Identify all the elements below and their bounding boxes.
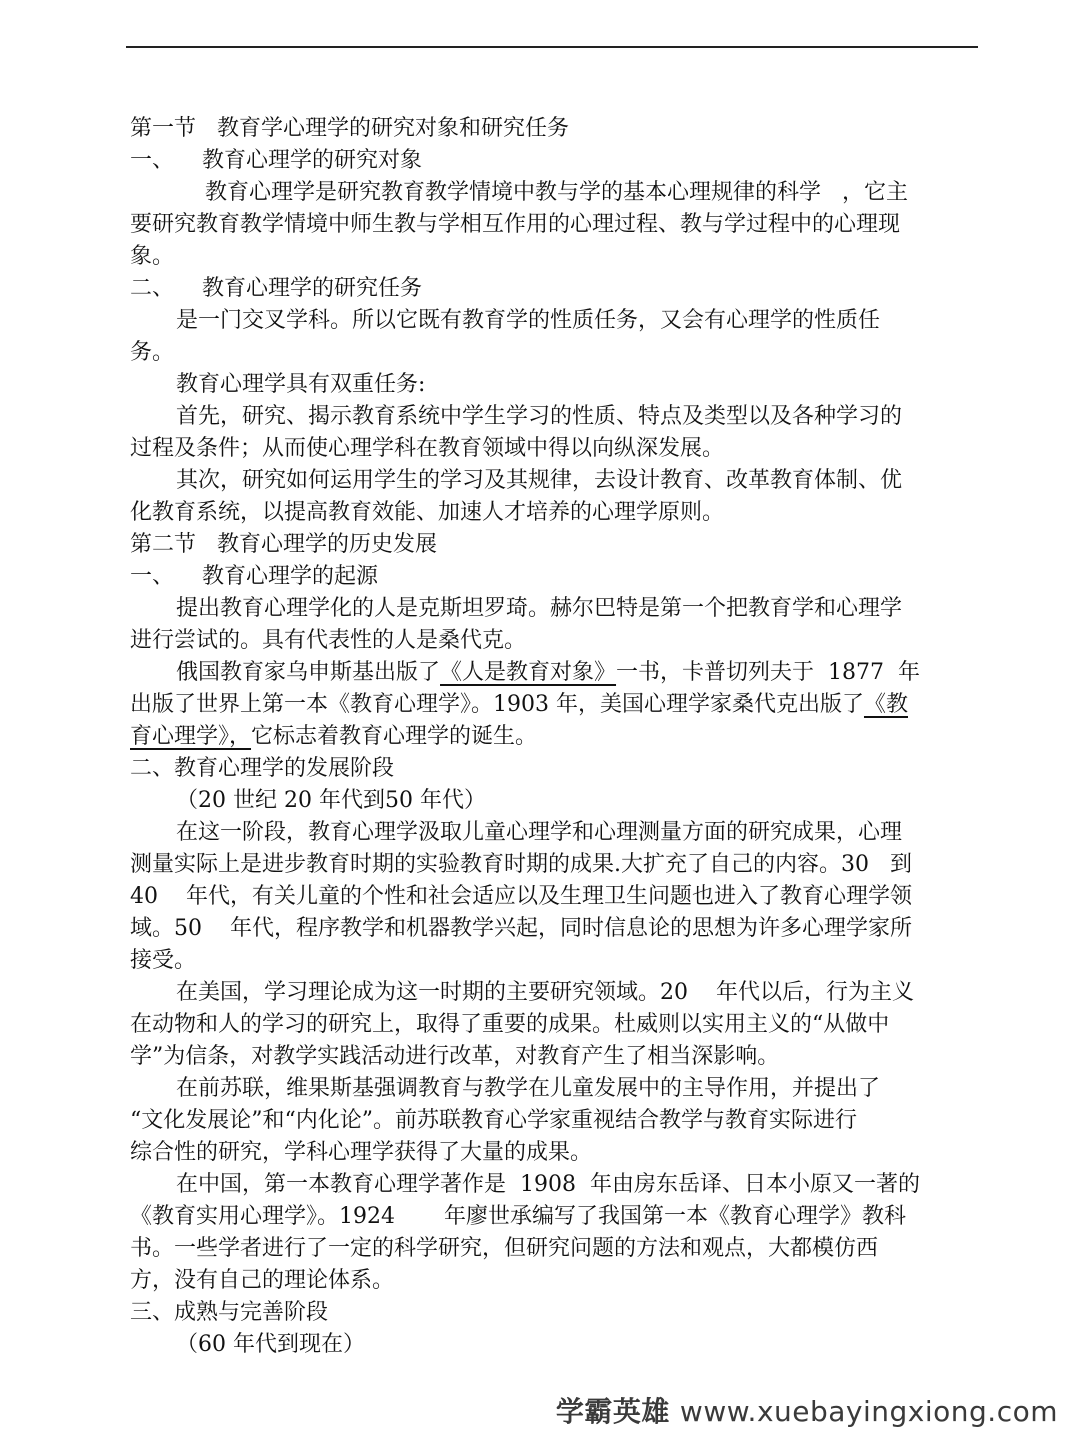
paragraph-text: 它标志着教育心理学的诞生。	[251, 724, 538, 749]
subsection-heading: 一、 教育心理学的研究对象	[130, 148, 422, 173]
paragraph-line: 教育心理学具有双重任务:	[176, 372, 426, 397]
book-title-underlined: 育心理学》，	[130, 724, 252, 749]
paragraph-text: 俄国教育家乌申斯基出版了	[176, 660, 441, 685]
paragraph-line: 测量实际上是进步教育时期的实验教育时期的成果.大扩充了自己的内容。30 到	[130, 852, 912, 877]
book-title-underlined: 《人是教育对象》	[440, 660, 617, 685]
section-heading: 第一节 教育学心理学的研究对象和研究任务	[130, 116, 569, 141]
paragraph-line: 提出教育心理学化的人是克斯坦罗琦。赫尔巴特是第一个把教育学和心理学	[176, 596, 903, 621]
paragraph-line: 书。一些学者进行了一定的科学研究，但研究问题的方法和观点，大都模仿西	[130, 1236, 879, 1261]
paragraph-line: 方，没有自己的理论体系。	[130, 1268, 395, 1293]
paragraph-text: 出版了世界上第一本《教育心理学》。1903 年，美国心理学家桑代克出版了	[130, 692, 864, 717]
paragraph-line: 教育心理学是研究教育教学情境中教与学的基本心理规律的科学 ，它主	[205, 180, 908, 205]
paragraph-line: 在美国，学习理论成为这一时期的主要研究领域。20 年代以后，行为主义	[176, 980, 914, 1005]
header-rule	[126, 46, 978, 48]
paragraph-line: 在中国，第一本教育心理学著作是 1908 年由房东岳译、日本小原又一著的	[176, 1172, 920, 1197]
watermark-brand: 学霸英雄	[555, 1395, 670, 1428]
paragraph-line: 象。	[130, 244, 175, 269]
paragraph-line: 在前苏联，维果斯基强调教育与教学在儿童发展中的主导作用，并提出了	[176, 1076, 881, 1101]
book-title-underlined: 《教	[863, 692, 908, 717]
paragraph-line: 是一门交叉学科。所以它既有教育学的性质任务，又会有心理学的性质任	[176, 308, 881, 333]
watermark	[556, 1390, 1058, 1430]
subsection-heading: 二、教育心理学的发展阶段	[130, 756, 395, 781]
paragraph-line: 要研究教育教学情境中师生教与学相互作用的心理过程、教与学过程中的心理现	[130, 212, 901, 237]
period-label: （20 世纪 20 年代到50 年代）	[176, 788, 486, 813]
paragraph-line: 首先，研究、揭示教育系统中学生学习的性质、特点及类型以及各种学习的	[176, 404, 903, 429]
paragraph-line: 40 年代，有关儿童的个性和社会适应以及生理卫生问题也进入了教育心理学领	[130, 884, 912, 909]
paragraph-line: 《教育实用心理学》。1924 年廖世承编写了我国第一本《教育心理学》教科	[130, 1204, 906, 1229]
document-body	[130, 113, 980, 1361]
paragraph-text: 一书，卡普切列夫于 1877 年	[616, 660, 920, 685]
paragraph-line: 在动物和人的学习的研究上，取得了重要的成果。杜威则以实用主义的“从做中	[130, 1012, 890, 1037]
paragraph-line: 在这一阶段，教育心理学汲取儿童心理学和心理测量方面的研究成果，心理	[176, 820, 903, 845]
subsection-heading: 三、成熟与完善阶段	[130, 1300, 329, 1325]
subsection-heading: 一、 教育心理学的起源	[130, 564, 378, 589]
paragraph-line	[130, 657, 980, 689]
paragraph-line: 域。50 年代，程序教学和机器教学兴起，同时信息论的思想为许多心理学家所	[130, 916, 912, 941]
paragraph-line	[130, 689, 980, 721]
paragraph-line: 过程及条件；从而使心理学科在教育领域中得以向纵深发展。	[130, 436, 725, 461]
paragraph-line: 学”为信条，对教学实践活动进行改革，对教育产生了相当深影响。	[130, 1044, 780, 1069]
paragraph-line: “文化发展论”和“内化论”。前苏联教育心学家重视结合教学与教育实际进行	[130, 1108, 857, 1133]
paragraph-line: 化教育系统，以提高教育效能、加速人才培养的心理学原则。	[130, 500, 725, 525]
period-label: （60 年代到现在）	[176, 1332, 365, 1357]
paragraph-line	[130, 721, 980, 753]
paragraph-line: 接受。	[130, 948, 197, 973]
section-heading: 第二节 教育心理学的历史发展	[130, 532, 437, 557]
paragraph-line: 其次，研究如何运用学生的学习及其规律，去设计教育、改革教育体制、优	[176, 468, 903, 493]
subsection-heading: 二、 教育心理学的研究任务	[130, 276, 422, 301]
paragraph-line: 进行尝试的。具有代表性的人是桑代克。	[130, 628, 527, 653]
paragraph-line: 务。	[130, 340, 175, 365]
watermark-url: www.xuebayingxiong.com	[679, 1395, 1058, 1428]
paragraph-line: 综合性的研究，学科心理学获得了大量的成果。	[130, 1140, 593, 1165]
